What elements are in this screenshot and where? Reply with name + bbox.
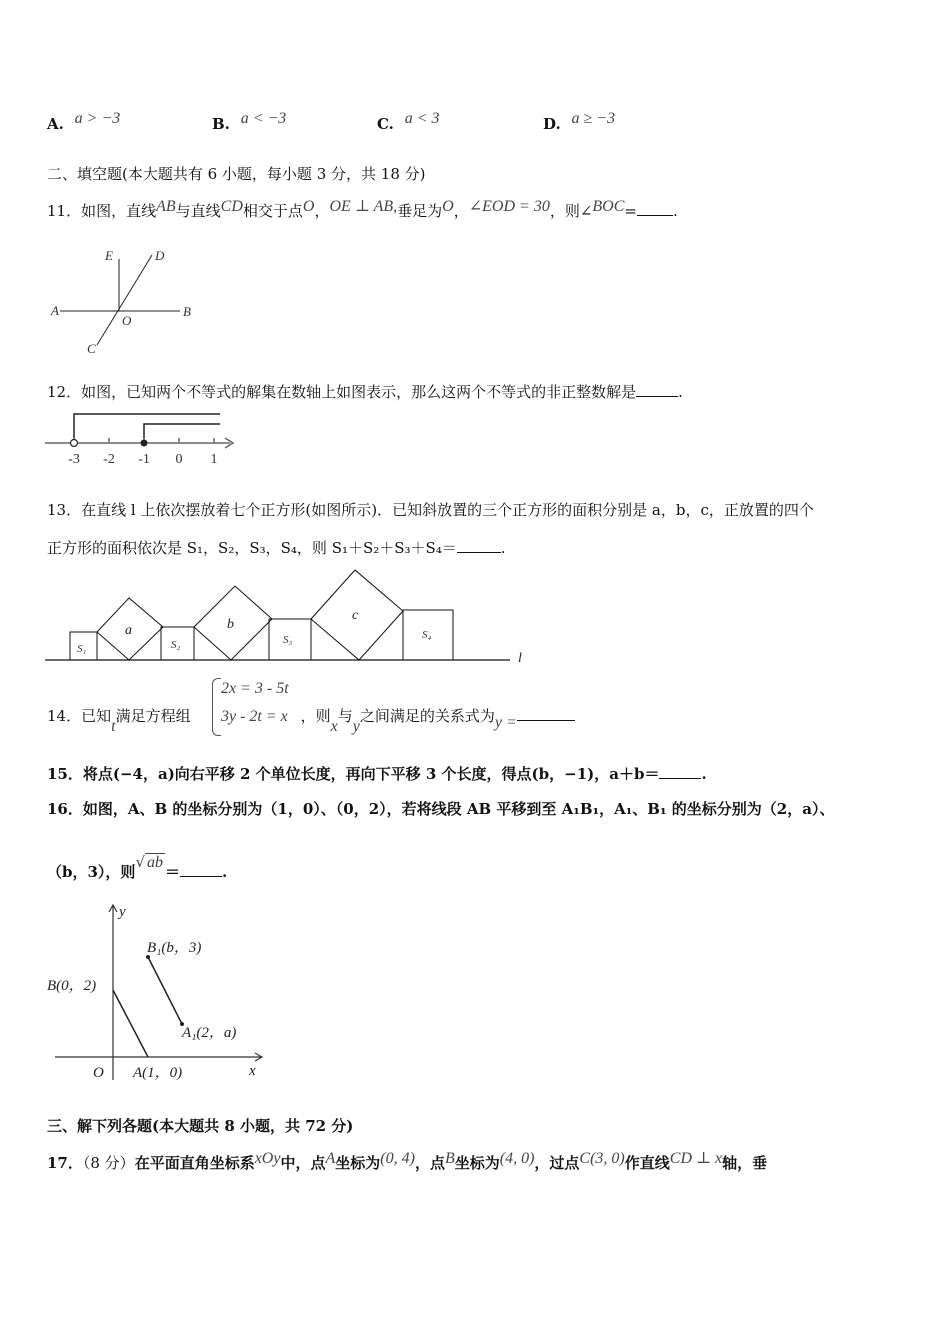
label-o: O (93, 1065, 104, 1081)
tick-label: 0 (175, 452, 183, 467)
math-expression: C(3, 0) (579, 1150, 625, 1167)
question-text: ，点 (414, 1154, 445, 1172)
math-expression: xOy (254, 1150, 281, 1167)
question-text: 坐标为 (454, 1154, 500, 1172)
label-b: B (183, 304, 191, 319)
answer-blank[interactable] (636, 382, 678, 397)
math-expression: O (442, 198, 454, 215)
option-letter: A. (47, 115, 64, 133)
question-text: 垂足为 (397, 202, 443, 220)
tick-label: 1 (210, 452, 218, 467)
answer-blank[interactable] (457, 538, 501, 553)
label-s3: S₃ (283, 634, 293, 646)
solution-bracket-2 (144, 424, 220, 438)
option-expression: a < −3 (240, 110, 287, 127)
label-a: A(1，0) (133, 1065, 183, 1081)
option-b (212, 110, 287, 135)
section-heading: 二、填空题(本大题共有 6 小题，每小题 3 分，共 18 分) (47, 165, 426, 183)
label-s4: S₄ (422, 629, 432, 641)
question-text: ，则 (300, 707, 331, 725)
question-text: 将点(−4，a)向右平移 2 个单位长度，再向下平移 3 个长度，得点(b，−1)，a＋b＝ (82, 765, 660, 783)
equation-1: 2x = 3 - 5t (221, 680, 289, 697)
question-text: （b，3），则 (47, 863, 136, 881)
question-text: 满足方程组 (115, 707, 191, 725)
math-expression: BOC (592, 198, 625, 215)
math-expression: y (352, 718, 360, 735)
question-16-line-1 (47, 799, 834, 819)
question-number: 16． (47, 800, 83, 818)
line-cd (97, 255, 152, 345)
math-expression: AB (156, 198, 176, 215)
question-11: 11．如图，直线AB与直线CD相交于点O，OE ⊥ AB,垂足为O，∠EOD = 30，则∠BOC= . (47, 198, 678, 220)
question-text: = (624, 202, 637, 220)
question-text: 如图，已知两个不等式的解集在数轴上如图表示，那么这两个不等式的非正整数解是 (81, 383, 637, 401)
answer-blank[interactable] (637, 201, 673, 216)
radicand: ab (147, 854, 163, 871)
question-12: 12．如图，已知两个不等式的解集在数轴上如图表示，那么这两个不等式的非正整数解是 . (47, 383, 683, 401)
question-17 (47, 1150, 768, 1174)
question-number: 11． (47, 202, 82, 220)
question-text: ， (314, 202, 330, 220)
label-a: a (125, 623, 132, 638)
equation-2: 3y - 2t = x (221, 708, 288, 725)
question-text: 中，点 (280, 1154, 326, 1172)
question-number: 13． (47, 501, 82, 519)
question-score: （8 分） (82, 1154, 135, 1172)
question-text: 坐标为 (335, 1154, 381, 1172)
math-expression: ∠EOD = 30 (468, 198, 550, 215)
q11-figure (45, 245, 205, 360)
question-number: 15． (47, 765, 83, 783)
question-text: 在平面直角坐标系 (134, 1154, 255, 1172)
answer-blank[interactable] (659, 764, 701, 779)
option-c (377, 110, 440, 135)
segment-a1b1 (148, 957, 182, 1024)
question-15: 15．将点(−4，a)向右平移 2 个单位长度，再向下平移 3 个长度，得点(b，−1)，a＋b＝ . (47, 765, 707, 783)
question-number: 14． (47, 707, 82, 725)
segment-ab (113, 990, 148, 1057)
label-b: b (227, 617, 234, 632)
math-expression: CD ⊥ x (669, 1150, 723, 1167)
question-text: 之间满足的关系式为 (359, 707, 495, 725)
label-l: l (518, 651, 522, 666)
label-y: y (119, 904, 126, 920)
label-a: A (51, 303, 59, 318)
tick-label: -1 (138, 452, 150, 467)
q13-squares-figure (45, 566, 535, 666)
math-expression: (0, 4) (380, 1150, 415, 1167)
question-16-line-2: （b，3），则√ ab＝ . (47, 853, 228, 881)
open-point (71, 440, 78, 447)
option-letter: B. (212, 115, 230, 133)
label-d: D (155, 248, 165, 263)
section-heading: 三、解下列各题(本大题共 8 小题，共 72 分) (47, 1117, 354, 1135)
math-expression: y = (494, 714, 517, 731)
q16-coordinate-figure (45, 900, 275, 1085)
math-expression: (4, 0) (499, 1150, 535, 1167)
answer-blank[interactable] (180, 862, 222, 877)
label-a1: A₁(2，a) (182, 1025, 237, 1041)
label-c: c (352, 608, 359, 623)
question-14 (47, 706, 575, 735)
question-13-line-2: 正方形的面积依次是 S₁，S₂，S₃，S₄，则 S₁＋S₂＋S₃＋S₄＝ . (47, 539, 506, 557)
tick-label: -3 (68, 452, 80, 467)
question-text: 如图，直线 (81, 202, 157, 220)
label-s1: S₁ (77, 643, 87, 655)
question-number: 12． (47, 383, 82, 401)
option-letter: D. (543, 115, 561, 133)
closed-point (141, 440, 148, 447)
option-a (47, 110, 121, 135)
label-e: E (105, 248, 113, 263)
question-text: ，过点 (534, 1154, 580, 1172)
option-letter: C. (377, 115, 394, 133)
question-text: ＝ (165, 863, 181, 881)
question-text: 与直线 (175, 202, 221, 220)
question-text: 轴，垂 (722, 1154, 768, 1172)
question-text: 与 (337, 707, 353, 725)
question-text: 已知 (81, 707, 112, 725)
question-text: 作直线 (624, 1154, 670, 1172)
math-expression: B (444, 1150, 455, 1167)
question-text: 在直线 l 上依次摆放着七个正方形(如图所示)．已知斜放置的三个正方形的面积分别是 a，b，c，正放置的四个 (81, 501, 814, 519)
label-o: O (122, 313, 132, 328)
label-x: x (249, 1063, 256, 1079)
question-text: ， (453, 202, 469, 220)
question-text: ，则∠ (549, 202, 593, 220)
math-expression: x (330, 718, 338, 735)
question-text: 如图，A、B 的坐标分别为（1，0）、（0，2），若将线段 AB 平移到至 A₁B₁，A₁、B₁ 的坐标分别为（2，a）、 (82, 800, 835, 818)
math-expression: CD (220, 198, 243, 215)
label-s2: S₂ (171, 639, 181, 651)
label-c: C (87, 341, 96, 356)
tick-label: -2 (103, 452, 115, 467)
question-text: 正方形的面积依次是 S₁，S₂，S₃，S₄，则 S₁＋S₂＋S₃＋S₄＝ (47, 539, 457, 557)
label-b1: B₁(b，3) (147, 940, 202, 956)
q12-number-line (45, 410, 245, 468)
equation-brace (212, 678, 221, 736)
option-d (543, 110, 616, 135)
option-expression: a ≥ −3 (571, 110, 616, 127)
math-expression: OE ⊥ AB, (329, 198, 398, 215)
math-expression: A (325, 1150, 336, 1167)
question-text: 相交于点 (242, 202, 303, 220)
option-expression: a < 3 (404, 110, 440, 127)
answer-blank[interactable] (517, 706, 575, 721)
question-13-line-1 (47, 500, 814, 520)
question-number: 17． (47, 1154, 83, 1172)
sqrt-expression: √ ab (135, 853, 163, 871)
math-expression: t (111, 718, 116, 735)
math-expression: O (302, 198, 315, 215)
solution-bracket-1 (74, 414, 220, 438)
option-expression: a > −3 (74, 110, 121, 127)
label-b: B(0，2) (47, 978, 97, 994)
